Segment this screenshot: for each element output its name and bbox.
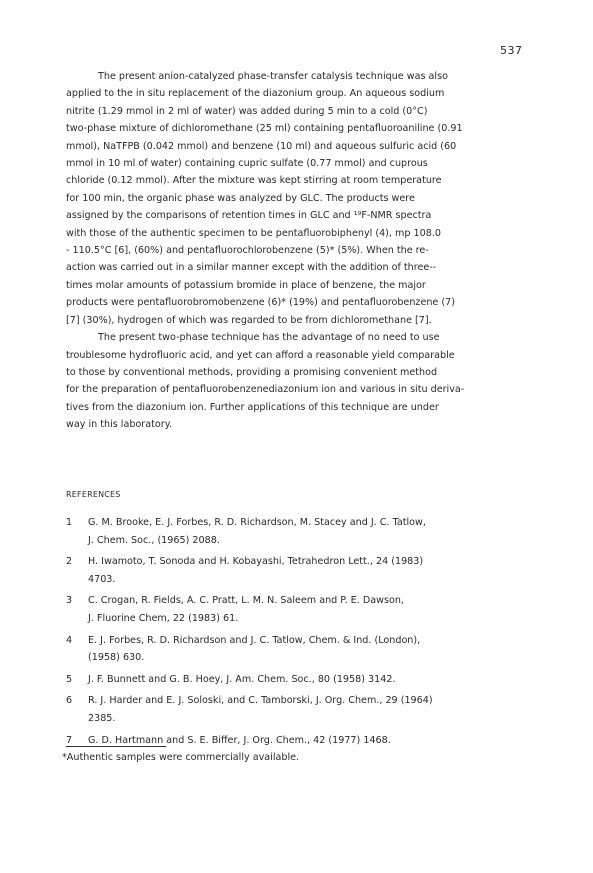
text-line: - 110.5°C [6], (60%) and pentafluorochlorobenzene (5)* (5%). When the re- (66, 245, 429, 257)
reference-number: 3 (66, 595, 73, 607)
text-line: times molar amounts of potassium bromide in place of benzene, the major (66, 279, 426, 291)
footnote-divider (66, 746, 166, 747)
text-line: nitrite (1.29 mmol in 2 ml of water) was added during 5 min to a cold (0°C) (66, 105, 428, 117)
reference-text (88, 692, 524, 727)
text-line: The present anion-catalyzed phase-transfer catalysis technique was also (98, 71, 448, 82)
reference-number: 4 (66, 634, 73, 646)
reference-line: (1958) 630. (88, 652, 145, 664)
reference-line: J. Chem. Soc., (1965) 2088. (88, 534, 220, 546)
reference-text (88, 671, 524, 689)
reference-item (66, 592, 524, 627)
reference-line: E. J. Forbes, R. D. Richardson and J. C. Tatlow, Chem. & Ind. (London), (88, 634, 421, 646)
text-line: The present two-phase technique has the advantage of no need to use (98, 332, 440, 344)
reference-item (66, 692, 524, 727)
reference-number: 2 (66, 556, 73, 568)
reference-text (88, 514, 524, 549)
reference-line: 2385. (88, 712, 116, 724)
text-line: products were pentafluorobromobenzene (6)* (19%) and pentafluorobenzene (7) (66, 297, 455, 309)
text-line: way in this laboratory. (66, 419, 173, 431)
text-line: assigned by the comparisons of retention times in GLC and ¹⁹F-NMR spectra (66, 210, 432, 222)
reference-number: 6 (66, 695, 73, 707)
text-line: for 100 min, the organic phase was analyzed by GLC. The products were (66, 192, 415, 204)
text-line: troublesome hydrofluoric acid, and yet can afford a reasonable yield comparable (66, 349, 455, 361)
reference-number: 7 (66, 734, 73, 746)
body-text (66, 68, 520, 434)
reference-number: 1 (66, 517, 73, 528)
reference-item (66, 632, 524, 667)
paragraph-2 (66, 329, 520, 433)
text-line: action was carried out in a similar manner except with the addition of three-- (66, 262, 437, 274)
text-line: mmol in 10 ml of water) containing cupric sulfate (0.77 mmol) and cuprous (66, 158, 428, 170)
reference-line: R. J. Harder and E. J. Soloski, and C. Tamborski, J. Org. Chem., 29 (1964) (88, 695, 433, 707)
reference-line: G. M. Brooke, E. J. Forbes, R. D. Richardson, M. Stacey and J. C. Tatlow, (88, 517, 426, 528)
reference-line: H. Iwamoto, T. Sonoda and H. Kobayashi, Tetrahedron Lett., 24 (1983) (88, 556, 424, 568)
paragraph-1 (66, 68, 520, 329)
text-line: applied to the in situ replacement of the diazonium group. An aqueous sodium (66, 88, 445, 100)
text-line: chloride (0.12 mmol). After the mixture was kept stirring at room temperature (66, 175, 442, 187)
reference-line: G. D. Hartmann and S. E. Biffer, J. Org. Chem., 42 (1977) 1468. (88, 734, 391, 746)
text-line: two-phase mixture of dichloromethane (25 ml) containing pentafluoroaniline (0.91 (66, 123, 463, 135)
reference-number: 5 (66, 673, 73, 685)
text-line: for the preparation of pentafluorobenzenediazonium ion and various in situ deriva- (66, 384, 465, 396)
text-line: tives from the diazonium ion. Further applications of this technique are under (66, 401, 439, 413)
reference-line: J. Fluorine Chem, 22 (1983) 61. (88, 612, 239, 624)
reference-line: J. F. Bunnett and G. B. Hoey, J. Am. Chem. Soc., 80 (1958) 3142. (88, 673, 396, 685)
reference-item (66, 514, 524, 549)
text-line: [7] (30%), hydrogen of which was regarded to be from dichloromethane [7]. (66, 314, 432, 326)
reference-line: C. Crogan, R. Fields, A. C. Pratt, L. M. N. Saleem and P. E. Dawson, (88, 595, 404, 607)
text-line: with those of the authentic specimen to be pentafluorobiphenyl (4), mp 108.0 (66, 227, 441, 239)
reference-item (66, 553, 524, 588)
footnote: *Authentic samples were commercially available. (62, 752, 300, 763)
references-list (66, 514, 524, 753)
text-line: to those by conventional methods, providing a promising convenient method (66, 366, 438, 378)
reference-text (88, 553, 524, 588)
text-line: mmol), NaTFPB (0.042 mmol) and benzene (10 ml) and aqueous sulfuric acid (60 (66, 140, 457, 152)
reference-item (66, 671, 524, 689)
page-number: 537 (500, 44, 523, 57)
reference-line: 4703. (88, 573, 116, 585)
references-heading: REFERENCES (66, 490, 121, 499)
reference-text (88, 592, 524, 627)
reference-text (88, 632, 524, 667)
